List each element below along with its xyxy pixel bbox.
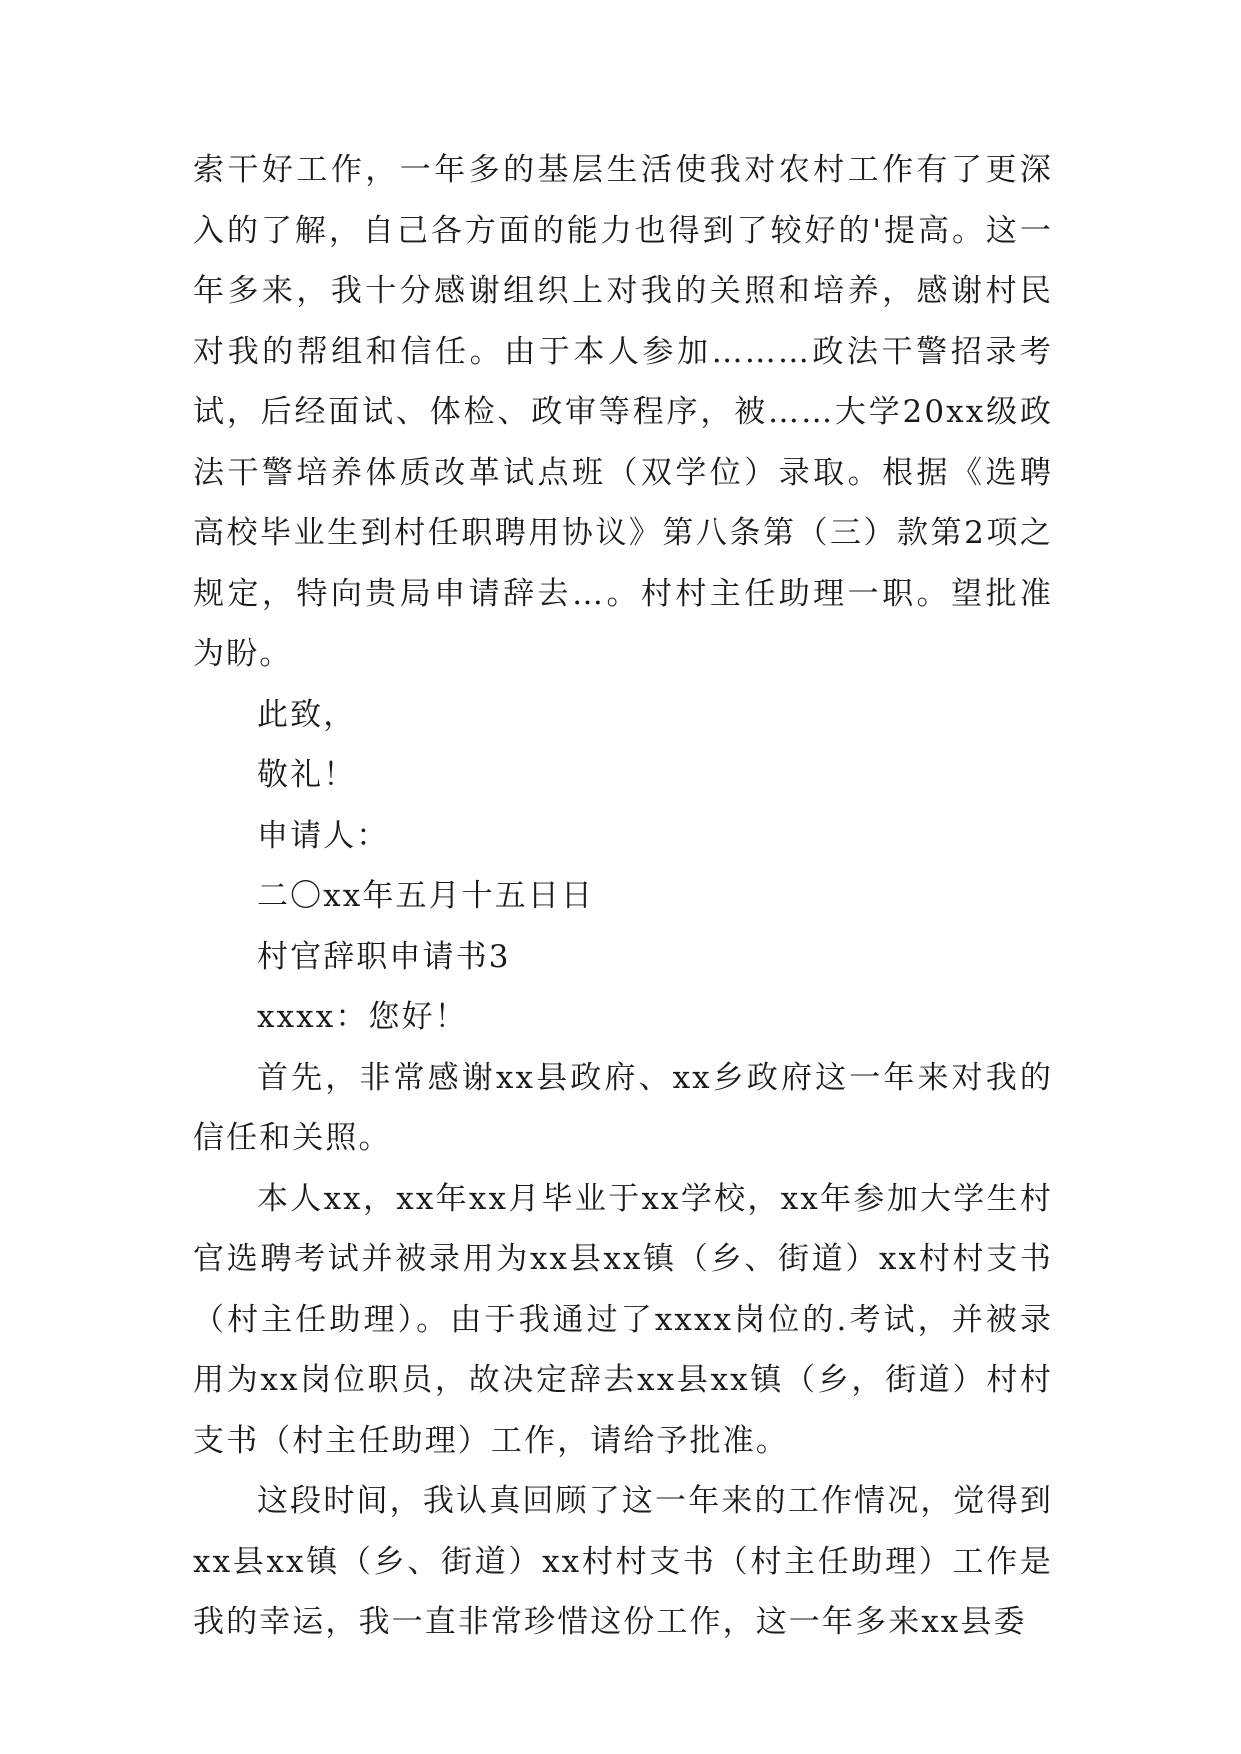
paragraph-continued: 索干好工作，一年多的基层生活使我对农村工作有了更深入的了解，自己各方面的能力也得到了较好的'提高。这一年多来，我十分感谢组织上对我的关照和培养，感谢村民对我的帮组和信任。由于本人参加………政法干警招录考试，后经面试、体检、政审等程序，被……大学20xx级政法干警培养体质改革试点班（双学位）录取。根据《选聘高校毕业生到村任职聘用协议》第八条第（三）款第2项之规定，特向贵局申请辞去…。村村主任助理一职。望批准为盼。 xyxy=(193,152,1053,672)
closing-salute: 此致， xyxy=(257,696,357,733)
applicant-label: 申请人： xyxy=(257,817,390,854)
paragraph-thanks: 首先，非常感谢xx县政府、xx乡政府这一年来对我的信任和关照。 xyxy=(193,1059,1053,1156)
paragraph-intro: 本人xx，xx年xx月毕业于xx学校，xx年参加大学生村官选聘考试并被录用为xx县xx镇（乡、街道）xx村村支书（村主任助理）。由于我通过了xxxx岗位的.考试，并被录用为xx岗位职员，故决定辞去xx县xx镇（乡，街道）村村支书（村主任助理）工作，请给予批准。 xyxy=(193,1180,1053,1459)
section-title: 村官辞职申请书3 xyxy=(257,938,511,975)
date-line: 二〇xx年五月十五日日 xyxy=(257,878,595,914)
document-body xyxy=(193,140,1053,1653)
paragraph-review: 这段时间，我认真回顾了这一年来的工作情况，觉得到xx县xx镇（乡、街道）xx村村支书（村主任助理）工作是我的幸运，我一直非常珍惜这份工作，这一年多来xx县委 xyxy=(193,1483,1053,1640)
greeting: xxxx：您好！ xyxy=(257,999,468,1035)
closing-respect: 敬礼！ xyxy=(257,757,357,793)
